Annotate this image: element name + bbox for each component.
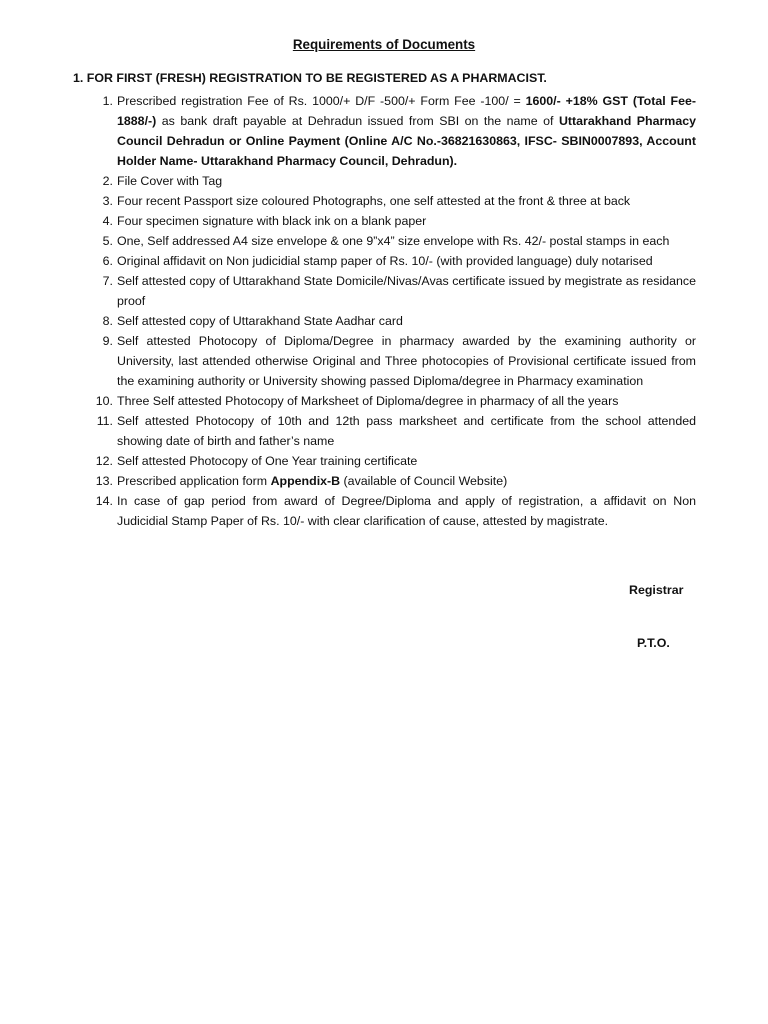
list-item-text: In case of gap period from award of Degree/Diploma and apply of registration, a affidavit on Non Judicidial Stamp Paper of Rs. 10/- with clear clarification of cause, attested by magistrate. xyxy=(117,494,696,528)
list-item-text: Prescribed application form xyxy=(117,474,271,488)
list-item-bold-text: Uttarakhand Pharmacy Council Dehradun or Online Payment (Online A/C No.-36821630863, IFSC- SBIN0007893, Account Holder Name- Uttarakhand Pharmacy Council, Dehradun). xyxy=(117,114,696,168)
list-item-text: One, Self addressed A4 size envelope & one 9”x4” size envelope with Rs. 42/- postal stamps in each xyxy=(117,234,670,248)
list-item-text: Self attested copy of Uttarakhand State Aadhar card xyxy=(117,314,403,328)
pto-label: P.T.O. xyxy=(637,636,670,650)
list-item xyxy=(102,331,696,391)
list-item-text: Prescribed registration Fee of Rs. 1000/+ D/F -500/+ Form Fee -100/ = xyxy=(117,94,526,108)
list-item xyxy=(102,271,696,311)
list-item xyxy=(96,411,696,451)
list-item-text: Self attested Photocopy of One Year training certificate xyxy=(117,454,418,468)
list-item xyxy=(102,211,696,231)
list-item-text: Self attested copy of Uttarakhand State Domicile/Nivas/Avas certificate issued by megistrate as residance proof xyxy=(117,274,696,308)
document-title: Requirements of Documents xyxy=(292,37,476,52)
list-item-number: 10. xyxy=(95,394,113,408)
list-item xyxy=(102,91,696,171)
list-item-text: File Cover with Tag xyxy=(117,174,223,188)
list-item-number: 13. xyxy=(95,474,113,488)
list-item-text: as bank draft payable at Dehradun issued from SBI on the name of xyxy=(156,114,559,128)
list-item-text: Four recent Passport size coloured Photographs, one self attested at the front & three at back xyxy=(117,194,631,208)
section-heading: 1. FOR FIRST (FRESH) REGISTRATION TO BE REGISTERED AS A PHARMACIST. xyxy=(73,71,547,85)
list-item xyxy=(102,231,696,251)
list-item-text: Four specimen signature with black ink on a blank paper xyxy=(117,214,427,228)
list-item-number: 9. xyxy=(102,334,113,348)
list-item-number: 2. xyxy=(102,174,113,188)
list-item-text: Three Self attested Photocopy of Marksheet of Diploma/degree in pharmacy of all the years xyxy=(117,394,619,408)
list-item xyxy=(95,471,696,491)
list-item xyxy=(102,251,696,271)
list-item-text: Self attested Photocopy of Diploma/Degree in pharmacy awarded by the examining authority or University, last attended otherwise Original and Three photocopies of Provisional certificate issued from the examining authority or University showing passed Diploma/degree in Pharmacy examination xyxy=(117,334,696,388)
list-item xyxy=(95,451,696,471)
list-item-number: 5. xyxy=(102,234,113,248)
list-item-number: 8. xyxy=(102,314,113,328)
registrar-signature-label: Registrar xyxy=(629,583,684,597)
list-item-bold-text: 1600/- +18% GST (Total Fee-1888/-) xyxy=(117,94,696,128)
list-item-number: 12. xyxy=(95,454,113,468)
list-item-number: 4. xyxy=(102,214,113,228)
list-item xyxy=(95,391,696,411)
list-item xyxy=(102,191,696,211)
list-item-number: 11. xyxy=(96,414,113,428)
list-item xyxy=(102,171,696,191)
list-item-text: Self attested Photocopy of 10th and 12th pass marksheet and certificate from the school attended showing date of birth and father’s name xyxy=(117,414,696,448)
list-item-bold-text: Appendix-B xyxy=(270,474,341,488)
list-item-text: Original affidavit on Non judicidial stamp paper of Rs. 10/- (with provided language) duly notarised xyxy=(117,254,653,268)
list-item-number: 6. xyxy=(102,254,113,268)
list-item-number: 7. xyxy=(102,274,113,288)
list-item-number: 1. xyxy=(102,94,113,108)
requirements-list xyxy=(95,91,696,531)
list-item-number: 3. xyxy=(102,194,113,208)
list-item xyxy=(95,491,696,531)
list-item-text: (available of Council Website) xyxy=(340,474,508,488)
list-item-number: 14. xyxy=(95,494,113,508)
list-item xyxy=(102,311,696,331)
